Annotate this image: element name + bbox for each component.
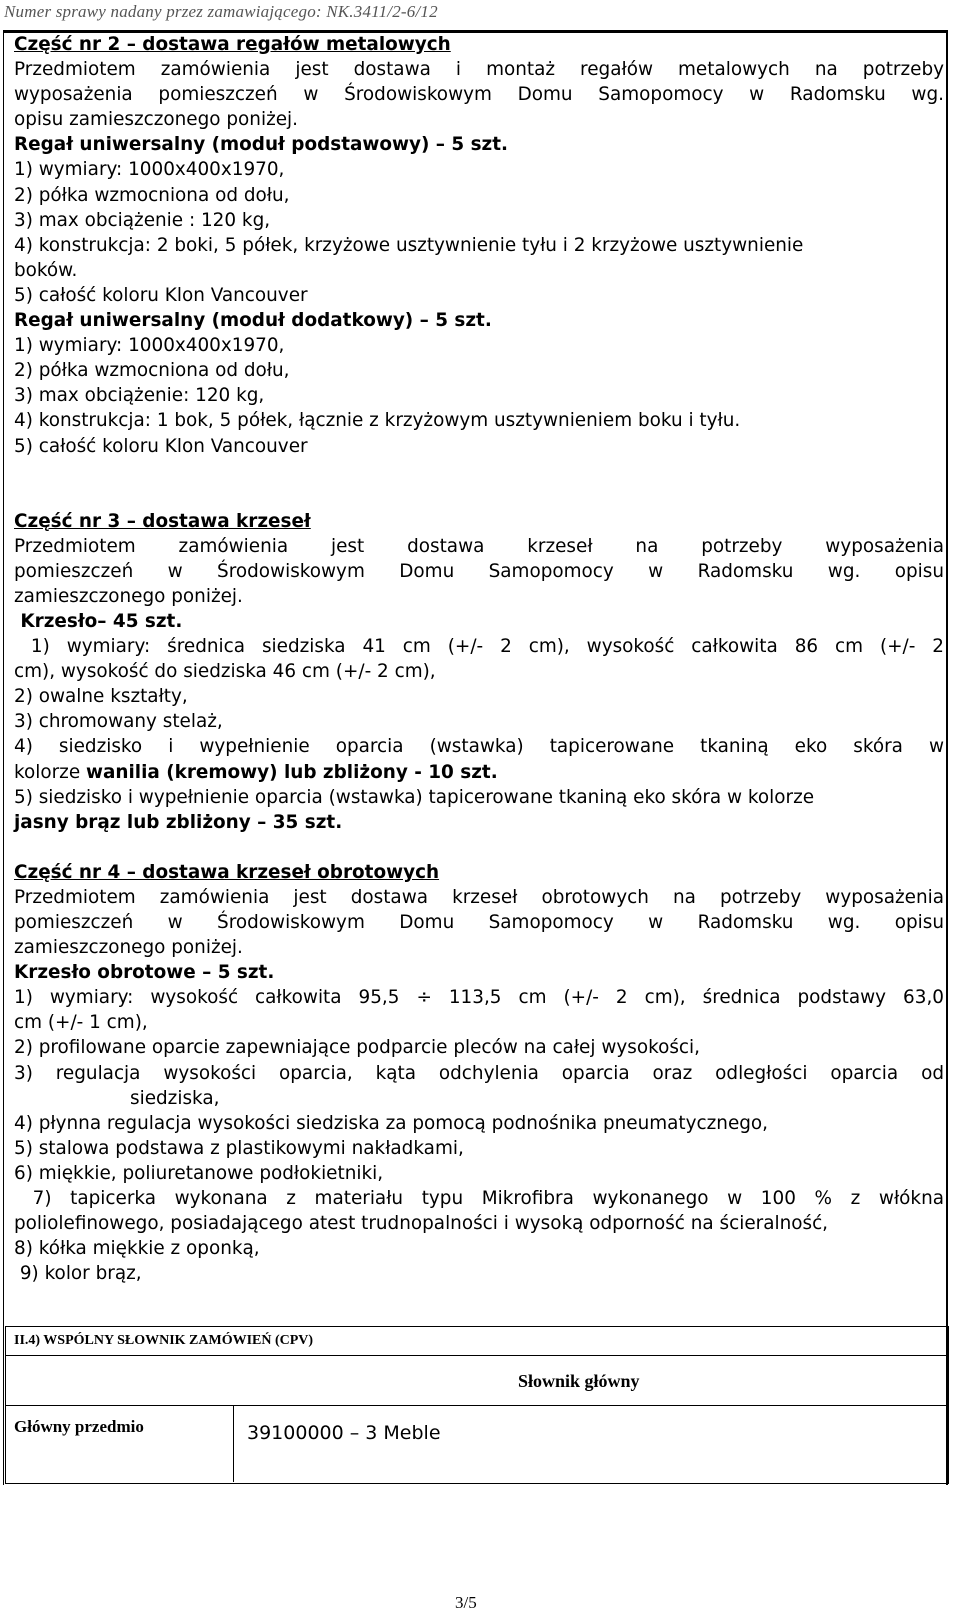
part4-intro-line-1: Przedmiotem zamówienia jest dostawa krzeseł obrotowych na potrzeby wyposażenia [14, 886, 944, 908]
cpv-header-row [6, 1356, 948, 1406]
part2-heading: Część nr 2 – dostawa regałów metalowych [14, 34, 451, 55]
part4-line-9: 9) kolor brąz, [14, 1263, 142, 1285]
cpv-title: II.4) WSPÓLNY SŁOWNIK ZAMÓWIEŃ (CPV) [6, 1327, 948, 1356]
part2-item2-line-1: 1) wymiary: 1000x400x1970, [14, 335, 285, 357]
spacer [14, 459, 944, 484]
part2-item1-line-6: 5) całość koloru Klon Vancouver [14, 284, 308, 306]
part2-intro-line-2: wyposażenia pomieszczeń w Środowiskowym Domu Samopomocy w Radomsku wg. [14, 84, 944, 106]
part4-heading: Część nr 4 – dostawa krzeseł obrotowych [14, 861, 440, 883]
part4-item-title: Krzesło obrotowe – 5 szt. [14, 962, 275, 984]
part3-line-1a: 1) wymiary: średnica siedziska 41 cm (+/- 2 cm), wysokość całkowita 86 cm (+/- 2 [14, 636, 944, 658]
part3-line-3: 3) chromowany stelaż, [14, 711, 223, 733]
page-number: 3/5 [455, 1593, 477, 1612]
part2-item1-line-4: 4) konstrukcja: 2 boki, 5 półek, krzyżowe usztywnienie tyłu i 2 krzyżowe usztywnienie [14, 234, 804, 256]
document-body [14, 32, 944, 1286]
part2-item2-line-4: 4) konstrukcja: 1 bok, 5 półek, łącznie z krzyżowym usztywnieniem boku i tyłu. [14, 410, 741, 432]
part4-line-2: 2) profilowane oparcie zapewniające podparcie pleców na całej wysokości, [14, 1037, 700, 1059]
part3-line-5a: 5) siedzisko i wypełnienie oparcia (wstawka) tapicerowane tkaniną eko skóra w kolorze [14, 786, 815, 808]
part4-line-8: 8) kółka miękkie z oponką, [14, 1238, 260, 1260]
part2-item1-line-2: 2) półka wzmocniona od dołu, [14, 184, 290, 206]
part3-line-2: 2) owalne kształty, [14, 686, 188, 708]
part2-item1-title: Regał uniwersalny (moduł podstawowy) – 5 szt. [14, 134, 509, 156]
part4-line-1a: 1) wymiary: wysokość całkowita 95,5 ÷ 113,5 cm (+/- 2 cm), średnica podstawy 63,0 [14, 987, 944, 1009]
part4-line-3a: 3) regulacja wysokości oparcia, kąta odchylenia oparcia oraz odległości oparcia od [14, 1062, 944, 1084]
cpv-main-subject-label: Główny przedmio [14, 1405, 234, 1482]
cpv-code: 39100000 – 3 Meble [247, 1422, 441, 1444]
cpv-table [5, 1326, 949, 1484]
part3-heading: Część nr 3 – dostawa krzeseł [14, 510, 311, 532]
part4-line-6: 6) miękkie, poliuretanowe podłokietniki, [14, 1162, 384, 1184]
part4-line-5: 5) stalowa podstawa z plastikowymi nakładkami, [14, 1137, 464, 1159]
cpv-main-dictionary-label: Słownik główny [518, 1371, 640, 1391]
part4-line-4: 4) płynna regulacja wysokości siedziska za pomocą podnośnika pneumatycznego, [14, 1112, 769, 1134]
part3-intro-line-2: pomieszczeń w Środowiskowym Domu Samopomocy w Radomsku wg. opisu [14, 560, 944, 582]
part3-intro-line-3: zamieszczonego poniżej. [14, 585, 243, 607]
part4-intro-line-2: pomieszczeń w Środowiskowym Domu Samopomocy w Radomsku wg. opisu [14, 912, 944, 933]
part2-intro-line-3: opisu zamieszczonego poniżej. [14, 109, 298, 131]
part3-line-4b-bold: wanilia (kremowy) lub zbliżony - 10 szt. [85, 761, 498, 783]
part3-intro-line-1: Przedmiotem zamówienia jest dostawa krzeseł na potrzeby wyposażenia [14, 535, 944, 557]
part3-item-title: Krzesło– 45 szt. [14, 610, 183, 632]
part3-line-4b [14, 760, 944, 785]
spacer [14, 835, 944, 860]
case-number-header: Numer sprawy nadany przez zamawiającego: NK.3411/2-6/12 [4, 2, 438, 21]
part2-intro-line-1: Przedmiotem zamówienia jest dostawa i montaż regałów metalowych na potrzeby [14, 59, 944, 81]
part4-line-7a: 7) tapicerka wykonana z materiału typu Mikrofibra wykonanego w 100 % z włókna [14, 1188, 944, 1210]
part2-item1-line-1: 1) wymiary: 1000x400x1970, [14, 159, 285, 181]
part2-item1-line-5: boków. [14, 259, 78, 281]
part3-line-4a: 4) siedzisko i wypełnienie oparcia (wstawka) tapicerowane tkaniną eko skóra w [14, 736, 944, 758]
part3-line-4b-text: kolorze [14, 761, 86, 783]
part2-item2-title: Regał uniwersalny (moduł dodatkowy) – 5 szt. [14, 310, 492, 332]
part2-item2-line-2: 2) półka wzmocniona od dołu, [14, 360, 290, 382]
part3-line-5b: jasny brąz lub zbliżony – 35 szt. [14, 811, 343, 833]
part3-line-1b: cm), wysokość do siedziska 46 cm (+/- 2 cm), [14, 661, 436, 683]
part4-line-7b: poliolefinowego, posiadającego atest trudnopalności i wysoką odporność na ścieralność, [14, 1213, 829, 1235]
part2-item1-line-3: 3) max obciążenie : 120 kg, [14, 209, 271, 231]
part2-item2-line-5: 5) całość koloru Klon Vancouver [14, 435, 308, 457]
part2-item2-line-3: 3) max obciążenie: 120 kg, [14, 385, 265, 407]
spacer [14, 484, 944, 509]
part4-line-3b: siedziska, [130, 1087, 220, 1109]
part4-intro-line-3: zamieszczonego poniżej. [14, 937, 243, 959]
part4-line-1b: cm (+/- 1 cm), [14, 1012, 148, 1034]
